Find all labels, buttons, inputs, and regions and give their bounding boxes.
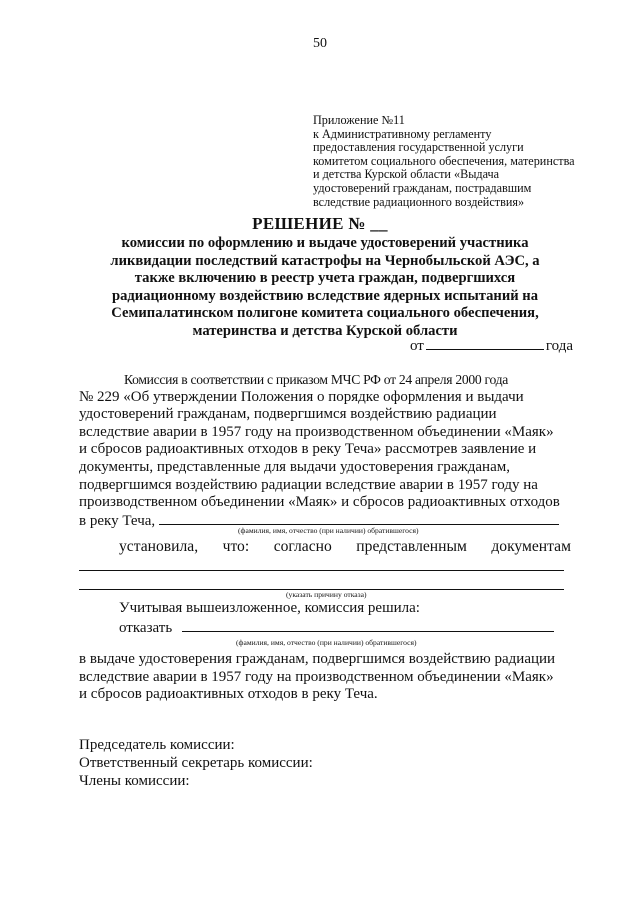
established-word: что:	[222, 538, 250, 555]
signature-members: Члены комиссии:	[79, 772, 190, 789]
paragraph-line: в выдаче удостоверения гражданам, подвергшимся воздействию радиации	[79, 651, 556, 667]
appendix-line: комитетом социального обеспечения, материнства	[313, 153, 575, 168]
paragraph-line: удостоверений гражданам, подвергшимся воздействию радиации	[79, 406, 497, 423]
applicant-name-blank-2	[182, 619, 554, 632]
paragraph-line: производственном объединении «Маяк» и сбросов радиоактивных отходов	[79, 494, 560, 511]
date-blank	[426, 337, 544, 350]
subtitle-line: комиссии по оформлению и выдаче удостоверений участника	[121, 235, 529, 251]
paragraph-line: и сбросов радиоактивных отходов в реку Теча» рассмотрев заявление и	[79, 441, 537, 458]
subtitle-line: радиационному воздействию вследствие ядерных испытаний на	[111, 287, 538, 304]
caption-applicant-name-1: (фамилия, имя, отчество (при наличии) обратившегося)	[238, 526, 419, 535]
subtitle-line: ликвидации последствий катастрофы на Чернобыльской АЭС, а	[110, 252, 540, 269]
refuse-text: отказать	[119, 620, 173, 636]
subtitle-line: материнства и детства Курской области	[192, 322, 458, 339]
decision-date	[410, 337, 573, 355]
appendix-line: вследствие радиационного воздействия»	[313, 194, 525, 209]
paragraph-line: Комиссия в соответствии с приказом МЧС РФ от 24 апреля 2000 года	[124, 372, 508, 387]
established-word: согласно	[273, 538, 332, 555]
established-word: документам	[491, 538, 571, 555]
appendix-line: предоставления государственной услуги	[313, 140, 524, 155]
resolved-text: Учитывая вышеизложенное, комиссия решила:	[119, 600, 420, 616]
established-word: представленным	[356, 538, 467, 555]
appendix-line: и детства Курской области «Выдача	[313, 167, 500, 182]
reason-blank-line-1	[79, 570, 564, 571]
appendix-header	[313, 114, 613, 209]
paragraph-commission	[79, 371, 571, 530]
date-prefix: от	[410, 338, 424, 354]
paragraph-refusal	[79, 651, 571, 704]
paragraph-line: вследствие аварии в 1957 году на производственном объединении «Маяк»	[79, 423, 554, 440]
caption-reason: (указать причину отказа)	[286, 590, 367, 599]
established-line	[119, 538, 571, 556]
subtitle-line: также включению в реестр учета граждан, подвергшихся	[134, 270, 516, 287]
paragraph-line: № 229 «Об утверждении Положения о порядке оформления и выдачи	[79, 388, 524, 405]
appendix-line: Приложение №11	[313, 113, 405, 127]
appendix-line: удостоверений гражданам, пострадавшим	[313, 180, 532, 195]
appendix-line: к Административному регламенту	[313, 126, 492, 141]
refuse-line	[119, 619, 554, 637]
applicant-name-blank-1	[159, 512, 559, 525]
page-number: 50	[313, 36, 327, 51]
decision-title: РЕШЕНИЕ № __	[252, 214, 388, 233]
subtitle-line: Семипалатинском полигоне комитета социального обеспечения,	[111, 305, 539, 322]
established-word: установила,	[119, 538, 199, 555]
signatures-block	[79, 737, 313, 790]
paragraph-tail-text: в реку Теча,	[79, 512, 156, 529]
paragraph-line: документы, представленные для выдачи удостоверения гражданам,	[79, 458, 510, 475]
paragraph-line: подвергшимся воздействию радиации вследствие аварии в 1957 году на	[79, 476, 538, 493]
signature-chairman: Председатель комиссии:	[79, 737, 235, 753]
paragraph-line: и сбросов радиоактивных отходов в реку Теча.	[79, 686, 378, 703]
signature-secretary: Ответственный секретарь комиссии:	[79, 754, 313, 771]
paragraph-line: вследствие аварии в 1957 году на производственном объединении «Маяк»	[79, 668, 554, 685]
caption-applicant-name-2: (фамилия, имя, отчество (при наличии) обратившегося)	[236, 638, 417, 647]
date-suffix: года	[545, 338, 573, 354]
decision-subtitle	[80, 235, 570, 341]
established-block	[119, 538, 571, 556]
